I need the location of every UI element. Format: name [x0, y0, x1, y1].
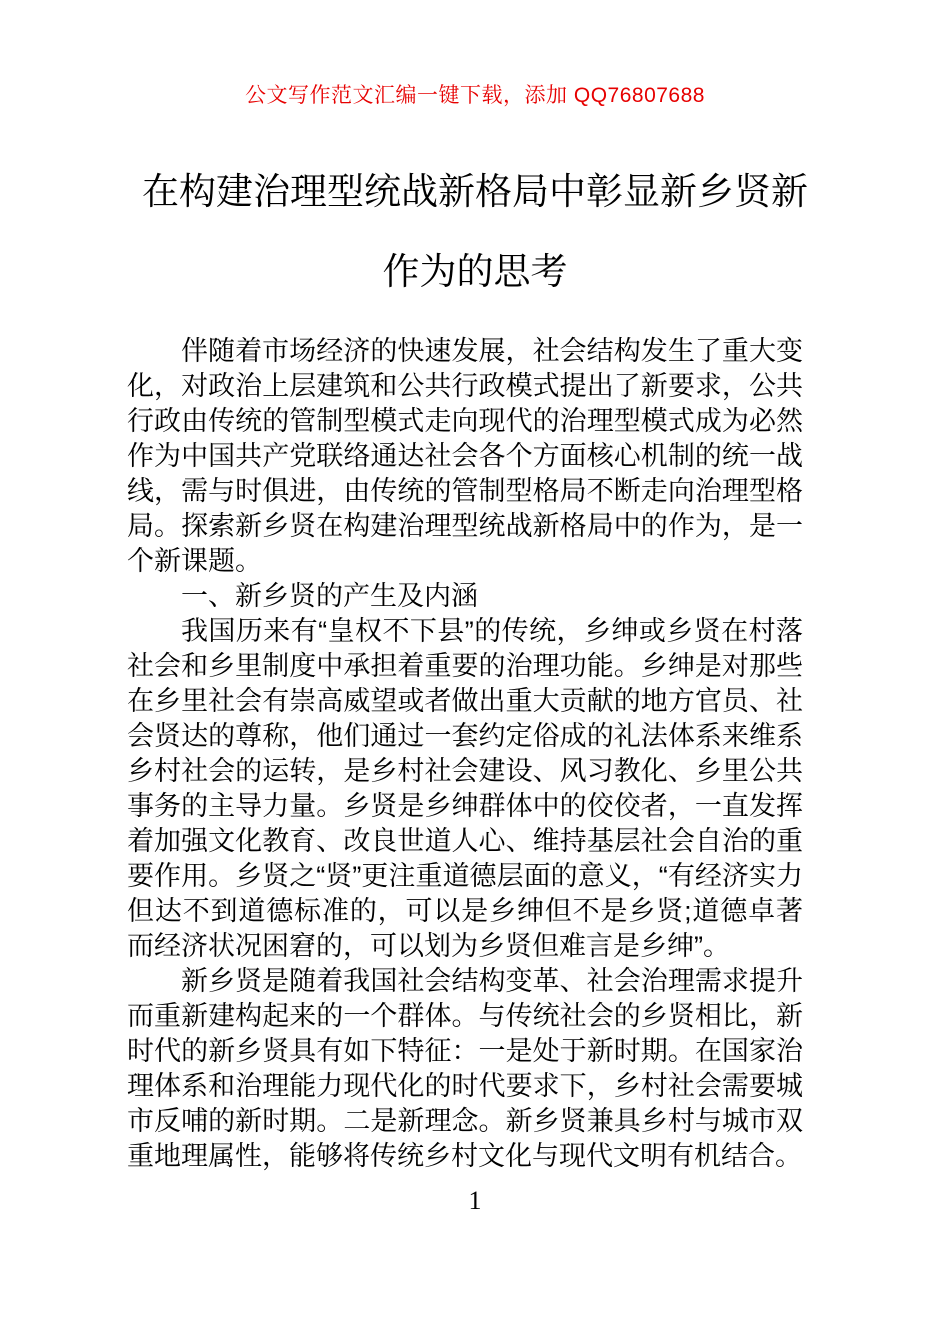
section-heading-1: 一、新乡贤的产生及内涵: [181, 581, 478, 611]
document-title-line1: 在构建治理型统战新格局中彰显新乡贤新: [142, 171, 808, 212]
document-title: [0, 152, 950, 312]
paragraph-origin: 我国历来有“皇权不下县”的传统，乡绅或乡贤在村落社会和乡里制度中承担着重要的治理功能。乡绅是对那些在乡里社会有崇高威望或者做出重大贡献的地方官员、社会贤达的尊称，他们通过一套约定俗成的礼法体系来维系乡村社会的运转，是乡村社会建设、风习教化、乡里公共事务的主导力量。乡贤是乡绅群体中的佼佼者，一直发挥着加强文化教育、改良世道人心、维持基层社会自治的重要作用。乡贤之“贤”更注重道德层面的意义，“有经济实力但达不到道德标准的，可以是乡绅但不是乡贤;道德卓著而经济状况困窘的，可以划为乡贤但难言是乡绅”。: [127, 616, 803, 961]
promo-notice: 公文写作范文汇编一键下载，添加 QQ76807688: [245, 84, 705, 107]
paragraph-intro: 伴随着市场经济的快速发展，社会结构发生了重大变化，对政治上层建筑和公共行政模式提出了新要求，公共行政由传统的管制型模式走向现代的治理型模式成为必然作为中国共产党联络通达社会各个方面核心机制的统一战线，需与时俱进，由传统的管制型格局不断走向治理型格局。探索新乡贤在构建治理型统战新格局中的作为，是一个新课题。: [127, 336, 803, 576]
paragraph-new-xiangxian: 新乡贤是随着我国社会结构变革、社会治理需求提升而重新建构起来的一个群体。与传统社会的乡贤相比，新时代的新乡贤具有如下特征：一是处于新时期。在国家治理体系和治理能力现代化的时代要求下，乡村社会需要城市反哺的新时期。二是新理念。新乡贤兼具乡村与城市双重地理属性，能够将传统乡村文化与现代文明有机结合。: [127, 966, 803, 1171]
document-title-line2: 作为的思考: [382, 251, 568, 292]
document-body: [127, 334, 803, 1174]
page-number: 1: [468, 1186, 482, 1215]
